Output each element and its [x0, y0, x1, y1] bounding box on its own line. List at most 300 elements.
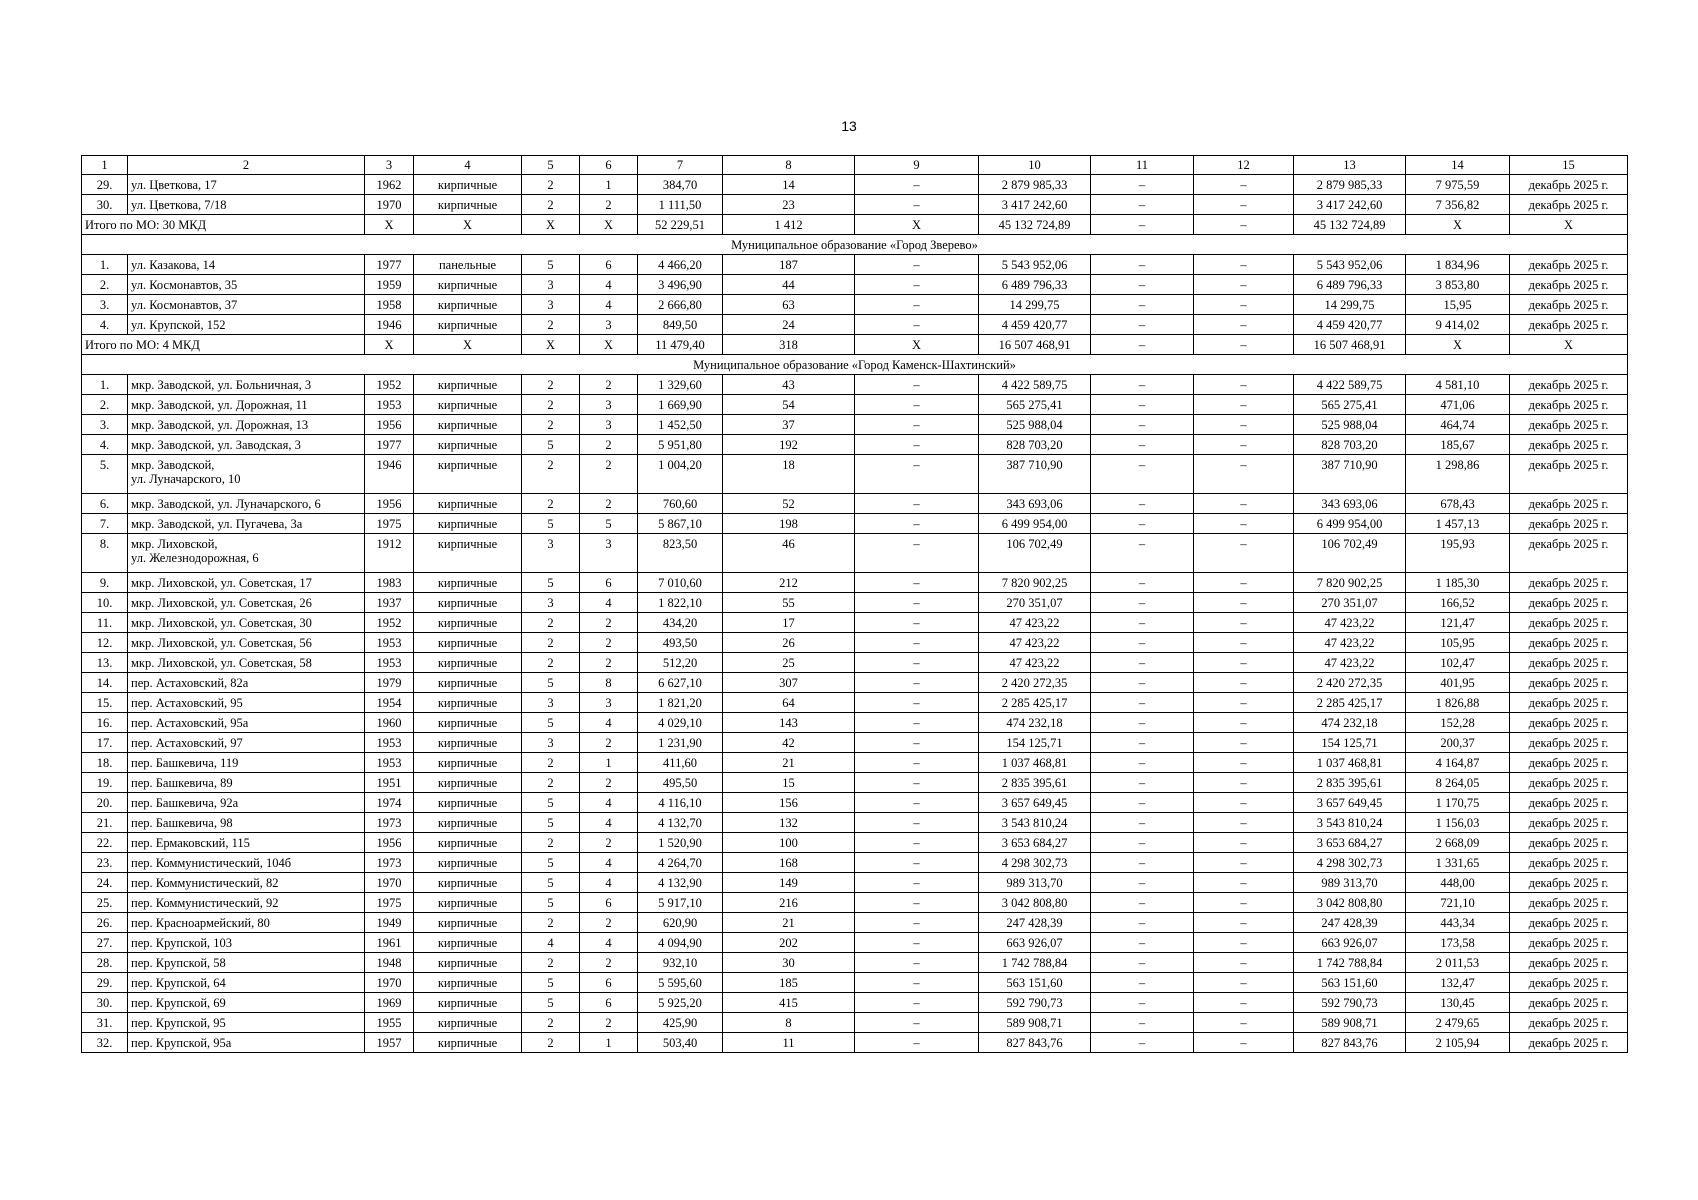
table-cell: 63 — [723, 295, 855, 315]
table-cell: – — [855, 753, 979, 773]
table-cell: 3 — [580, 315, 638, 335]
table-row — [82, 833, 1628, 853]
table-cell: – — [855, 275, 979, 295]
table-cell: 1 — [580, 175, 638, 195]
table-cell: 5 — [522, 255, 580, 275]
table-cell: 2 — [580, 435, 638, 455]
table-cell: 1 — [580, 1033, 638, 1053]
table-cell: кирпичные — [414, 733, 522, 753]
table-cell: – — [855, 494, 979, 514]
table-cell: 1949 — [365, 913, 414, 933]
table-cell: 1958 — [365, 295, 414, 315]
table-cell: 270 351,07 — [979, 593, 1091, 613]
table-cell: – — [1091, 573, 1194, 593]
table-cell: 1 185,30 — [1406, 573, 1510, 593]
table-cell: 2 — [580, 1013, 638, 1033]
table-cell: 16. — [82, 713, 128, 733]
table-cell: 4. — [82, 315, 128, 335]
table-cell: 5 867,10 — [638, 514, 723, 534]
table-row — [82, 673, 1628, 693]
table-cell: 1912 — [365, 534, 414, 573]
table-cell: 247 428,39 — [979, 913, 1091, 933]
table-cell: 1 111,50 — [638, 195, 723, 215]
table-cell: – — [1091, 673, 1194, 693]
table-cell: 45 132 724,89 — [1294, 215, 1406, 235]
table-cell: – — [855, 573, 979, 593]
table-cell: кирпичные — [414, 693, 522, 713]
table-cell: 471,06 — [1406, 395, 1510, 415]
table-cell: – — [1091, 455, 1194, 494]
table-cell: – — [1091, 514, 1194, 534]
column-header: 15 — [1510, 156, 1628, 175]
table-cell: 3 042 808,80 — [979, 893, 1091, 913]
column-header: 2 — [128, 156, 365, 175]
table-cell: 2 — [580, 455, 638, 494]
table-cell: 721,10 — [1406, 893, 1510, 913]
table-cell: – — [1194, 673, 1294, 693]
table-cell: 3 657 649,45 — [979, 793, 1091, 813]
table-cell: 6 — [580, 255, 638, 275]
table-cell: X — [1406, 335, 1510, 355]
table-cell: декабрь 2025 г. — [1510, 673, 1628, 693]
table-cell: 5 — [522, 893, 580, 913]
table-cell: 3 — [522, 693, 580, 713]
table-cell: декабрь 2025 г. — [1510, 773, 1628, 793]
table-row — [82, 993, 1628, 1013]
table-cell: 1953 — [365, 733, 414, 753]
table-cell: – — [855, 613, 979, 633]
table-cell: – — [1194, 1033, 1294, 1053]
table-cell: декабрь 2025 г. — [1510, 693, 1628, 713]
table-cell: 4 — [580, 813, 638, 833]
table-cell: 828 703,20 — [979, 435, 1091, 455]
table-cell: декабрь 2025 г. — [1510, 315, 1628, 335]
table-row — [82, 1013, 1628, 1033]
table-cell: – — [1194, 375, 1294, 395]
table-cell: 3. — [82, 295, 128, 315]
table-cell: 26 — [723, 633, 855, 653]
table-cell: – — [1091, 494, 1194, 514]
table-cell: – — [1194, 973, 1294, 993]
table-cell: 100 — [723, 833, 855, 853]
table-cell: декабрь 2025 г. — [1510, 853, 1628, 873]
table-cell: – — [1194, 435, 1294, 455]
column-header: 5 — [522, 156, 580, 175]
table-cell: мкр. Лиховской, ул. Советская, 17 — [128, 573, 365, 593]
table-cell: 6 — [580, 893, 638, 913]
table-row — [82, 693, 1628, 713]
table-cell: – — [1091, 993, 1194, 1013]
table-cell: – — [1091, 693, 1194, 713]
table-cell: 1 329,60 — [638, 375, 723, 395]
table-cell: 4 029,10 — [638, 713, 723, 733]
table-cell: пер. Астаховский, 95а — [128, 713, 365, 733]
table-cell: – — [1194, 953, 1294, 973]
table-cell: 4 094,90 — [638, 933, 723, 953]
table-cell: ул. Казакова, 14 — [128, 255, 365, 275]
table-cell: 22. — [82, 833, 128, 853]
table-cell: – — [1194, 455, 1294, 494]
table-cell: пер. Ермаковский, 115 — [128, 833, 365, 853]
table-cell: 5. — [82, 455, 128, 494]
table-cell: – — [1194, 833, 1294, 853]
table-cell: 30. — [82, 195, 128, 215]
table-cell: 8 — [580, 673, 638, 693]
table-cell: 464,74 — [1406, 415, 1510, 435]
table-cell: – — [855, 375, 979, 395]
table-cell: 3 — [522, 593, 580, 613]
table-cell: 1974 — [365, 793, 414, 813]
table-cell: – — [1091, 375, 1194, 395]
table-cell: 2 — [522, 175, 580, 195]
table-cell: 5 — [522, 813, 580, 833]
table-row — [82, 973, 1628, 993]
table-cell: – — [1091, 873, 1194, 893]
table-cell: 2 — [580, 773, 638, 793]
table-cell: 28. — [82, 953, 128, 973]
table-cell: 3 — [522, 295, 580, 315]
table-cell: 5 — [522, 973, 580, 993]
table-cell: мкр. Заводской, ул. Луначарского, 6 — [128, 494, 365, 514]
table-cell: – — [1091, 593, 1194, 613]
table-cell: декабрь 2025 г. — [1510, 435, 1628, 455]
table-cell: 1 170,75 — [1406, 793, 1510, 813]
table-cell: 21. — [82, 813, 128, 833]
table-cell: 1977 — [365, 435, 414, 455]
table-cell: 1 156,03 — [1406, 813, 1510, 833]
total-row — [82, 215, 1628, 235]
table-cell: – — [855, 973, 979, 993]
table-cell: – — [1194, 255, 1294, 275]
table-cell: 6 — [580, 993, 638, 1013]
table-cell: мкр. Заводской, ул. Больничная, 3 — [128, 375, 365, 395]
table-cell: пер. Башкевича, 98 — [128, 813, 365, 833]
table-row — [82, 435, 1628, 455]
table-cell: – — [1194, 315, 1294, 335]
table-cell: 4 264,70 — [638, 853, 723, 873]
table-cell: 443,34 — [1406, 913, 1510, 933]
table-cell: 1975 — [365, 893, 414, 913]
table-row — [82, 793, 1628, 813]
table-row — [82, 893, 1628, 913]
page-number: 13 — [841, 118, 857, 134]
table-cell: кирпичные — [414, 793, 522, 813]
table-cell: кирпичные — [414, 713, 522, 733]
table-row — [82, 733, 1628, 753]
table-cell: 3 — [522, 534, 580, 573]
column-header: 7 — [638, 156, 723, 175]
table-cell: кирпичные — [414, 633, 522, 653]
table-cell: – — [1091, 395, 1194, 415]
table-cell: 4 164,87 — [1406, 753, 1510, 773]
table-row — [82, 813, 1628, 833]
table-cell: 185,67 — [1406, 435, 1510, 455]
table-cell: – — [855, 913, 979, 933]
table-cell: 2 — [580, 494, 638, 514]
table-cell: декабрь 2025 г. — [1510, 913, 1628, 933]
table-row — [82, 933, 1628, 953]
table-cell: пер. Коммунистический, 92 — [128, 893, 365, 913]
table-cell: – — [855, 455, 979, 494]
table-cell: 30 — [723, 953, 855, 973]
table-cell: 563 151,60 — [1294, 973, 1406, 993]
table-cell: 154 125,71 — [1294, 733, 1406, 753]
table-row — [82, 573, 1628, 593]
table-cell: 14. — [82, 673, 128, 693]
table-cell: 1 037 468,81 — [979, 753, 1091, 773]
table-cell: 387 710,90 — [1294, 455, 1406, 494]
table-cell: 26. — [82, 913, 128, 933]
table-cell: кирпичные — [414, 534, 522, 573]
table-cell: 47 423,22 — [1294, 653, 1406, 673]
table-cell: кирпичные — [414, 593, 522, 613]
column-header: 4 — [414, 156, 522, 175]
table-cell: 932,10 — [638, 953, 723, 973]
table-cell: 5 951,80 — [638, 435, 723, 455]
table-cell: 760,60 — [638, 494, 723, 514]
table-cell: пер. Красноармейский, 80 — [128, 913, 365, 933]
table-cell: 1953 — [365, 753, 414, 773]
table-cell: 9. — [82, 573, 128, 593]
table-cell: кирпичные — [414, 573, 522, 593]
table-cell: кирпичные — [414, 933, 522, 953]
table-cell: 4 — [522, 933, 580, 953]
table-row — [82, 593, 1628, 613]
table-cell: 1962 — [365, 175, 414, 195]
table-cell: 827 843,76 — [979, 1033, 1091, 1053]
table-cell: X — [522, 215, 580, 235]
table-cell: 1 821,20 — [638, 693, 723, 713]
table-cell: – — [855, 633, 979, 653]
table-cell: мкр. Лиховской, ул. Железнодорожная, 6 — [128, 534, 365, 573]
table-cell: 4. — [82, 435, 128, 455]
table-cell: 1 298,86 — [1406, 455, 1510, 494]
table-cell: 1. — [82, 375, 128, 395]
table-cell: 1953 — [365, 395, 414, 415]
table-cell: 989 313,70 — [979, 873, 1091, 893]
table-cell: мкр. Лиховской, ул. Советская, 26 — [128, 593, 365, 613]
table-cell: 31. — [82, 1013, 128, 1033]
table-cell: 1 826,88 — [1406, 693, 1510, 713]
table-cell: 3 657 649,45 — [1294, 793, 1406, 813]
table-cell: X — [1406, 215, 1510, 235]
table-cell: мкр. Заводской, ул. Луначарского, 10 — [128, 455, 365, 494]
table-cell: – — [1091, 653, 1194, 673]
table-cell: кирпичные — [414, 753, 522, 773]
table-cell: 1 742 788,84 — [979, 953, 1091, 973]
table-cell: – — [855, 395, 979, 415]
table-row — [82, 255, 1628, 275]
table-cell: 132 — [723, 813, 855, 833]
table-cell: 4 — [580, 593, 638, 613]
table-cell: – — [855, 435, 979, 455]
table-cell: 11 479,40 — [638, 335, 723, 355]
table-cell: пер. Башкевича, 89 — [128, 773, 365, 793]
table-cell: 3 653 684,27 — [979, 833, 1091, 853]
table-cell: 1946 — [365, 455, 414, 494]
table-row — [82, 295, 1628, 315]
table-cell: кирпичные — [414, 773, 522, 793]
table-cell: 15. — [82, 693, 128, 713]
table-cell: кирпичные — [414, 375, 522, 395]
table-cell: 989 313,70 — [1294, 873, 1406, 893]
table-cell: 5 — [522, 435, 580, 455]
table-cell: 525 988,04 — [1294, 415, 1406, 435]
table-cell: 663 926,07 — [1294, 933, 1406, 953]
table-cell: 3 — [580, 534, 638, 573]
table-cell: 1956 — [365, 494, 414, 514]
table-cell: – — [1091, 613, 1194, 633]
table-cell: 2 — [522, 913, 580, 933]
table-cell: 21 — [723, 913, 855, 933]
table-cell: пер. Астаховский, 97 — [128, 733, 365, 753]
table-cell: 4 — [580, 295, 638, 315]
table-cell: 198 — [723, 514, 855, 534]
table-cell: 565 275,41 — [1294, 395, 1406, 415]
table-cell: 3 653 684,27 — [1294, 833, 1406, 853]
table-cell: 3 417 242,60 — [1294, 195, 1406, 215]
table-cell: 1 457,13 — [1406, 514, 1510, 534]
table-cell: 20. — [82, 793, 128, 813]
table-row — [82, 415, 1628, 435]
table-cell: 6 499 954,00 — [979, 514, 1091, 534]
table-cell: 387 710,90 — [979, 455, 1091, 494]
table-cell: декабрь 2025 г. — [1510, 573, 1628, 593]
table-row — [82, 853, 1628, 873]
table-cell: X — [414, 215, 522, 235]
table-cell: 185 — [723, 973, 855, 993]
table-cell: 2 011,53 — [1406, 953, 1510, 973]
table-cell: 247 428,39 — [1294, 913, 1406, 933]
table-cell: 16 507 468,91 — [979, 335, 1091, 355]
table-cell: 2 668,09 — [1406, 833, 1510, 853]
table-row — [82, 613, 1628, 633]
table-cell: 2 — [580, 653, 638, 673]
table-cell: 6. — [82, 494, 128, 514]
table-cell: – — [855, 415, 979, 435]
table-cell: – — [855, 953, 979, 973]
table-cell: – — [1091, 435, 1194, 455]
table-cell: 503,40 — [638, 1033, 723, 1053]
table-cell: 495,50 — [638, 773, 723, 793]
table-cell: 5 543 952,06 — [1294, 255, 1406, 275]
table-cell: 2 — [522, 1033, 580, 1053]
table-cell: – — [1194, 813, 1294, 833]
table-cell: 592 790,73 — [979, 993, 1091, 1013]
table-cell: 828 703,20 — [1294, 435, 1406, 455]
table-cell: 512,20 — [638, 653, 723, 673]
table-cell: X — [580, 335, 638, 355]
table-cell: X — [365, 335, 414, 355]
table-cell: 42 — [723, 733, 855, 753]
table-cell: 18 — [723, 455, 855, 494]
table-cell: 1973 — [365, 853, 414, 873]
table-cell: – — [855, 1033, 979, 1053]
table-cell: 4 459 420,77 — [979, 315, 1091, 335]
table-cell: 2 285 425,17 — [979, 693, 1091, 713]
table-cell: мкр. Лиховской, ул. Советская, 58 — [128, 653, 365, 673]
table-cell: 3 496,90 — [638, 275, 723, 295]
table-cell: декабрь 2025 г. — [1510, 613, 1628, 633]
table-cell: 4 422 589,75 — [979, 375, 1091, 395]
table-cell: 2 — [522, 833, 580, 853]
table-cell: 154 125,71 — [979, 733, 1091, 753]
table-cell: – — [1194, 573, 1294, 593]
table-cell: – — [1194, 275, 1294, 295]
table-cell: 3 — [522, 733, 580, 753]
table-cell: 173,58 — [1406, 933, 1510, 953]
table-cell: 1953 — [365, 653, 414, 673]
column-header: 10 — [979, 156, 1091, 175]
table-cell: 1 834,96 — [1406, 255, 1510, 275]
table-cell: 1956 — [365, 833, 414, 853]
table-cell: 1951 — [365, 773, 414, 793]
table-row — [82, 315, 1628, 335]
table-cell: 17 — [723, 613, 855, 633]
table-cell: 2 — [522, 455, 580, 494]
table-cell: – — [855, 1013, 979, 1033]
table-cell: – — [1194, 335, 1294, 355]
table-cell: 318 — [723, 335, 855, 355]
table-cell: пер. Крупской, 103 — [128, 933, 365, 953]
table-cell: 411,60 — [638, 753, 723, 773]
table-cell: кирпичные — [414, 315, 522, 335]
table-cell: 19. — [82, 773, 128, 793]
table-cell: 4 — [580, 933, 638, 953]
table-cell: X — [855, 215, 979, 235]
table-cell: – — [1194, 773, 1294, 793]
table-cell: 200,37 — [1406, 733, 1510, 753]
table-cell: 1953 — [365, 633, 414, 653]
table-cell: 1975 — [365, 514, 414, 534]
total-label: Итого по МО: 4 МКД — [82, 335, 365, 355]
table-cell: – — [1091, 953, 1194, 973]
table-cell: – — [1194, 693, 1294, 713]
table-cell: – — [855, 993, 979, 1013]
table-cell: 1 231,90 — [638, 733, 723, 753]
table-cell: 24 — [723, 315, 855, 335]
table-cell: 4 581,10 — [1406, 375, 1510, 395]
table-cell: 2 — [522, 753, 580, 773]
table-cell: кирпичные — [414, 195, 522, 215]
table-row — [82, 773, 1628, 793]
table-cell: 589 908,71 — [979, 1013, 1091, 1033]
table-cell: 52 229,51 — [638, 215, 723, 235]
table-cell: – — [1091, 335, 1194, 355]
table-cell: 47 423,22 — [979, 613, 1091, 633]
table-row — [82, 395, 1628, 415]
table-cell: – — [1194, 415, 1294, 435]
table-cell: декабрь 2025 г. — [1510, 375, 1628, 395]
table-cell: декабрь 2025 г. — [1510, 1013, 1628, 1033]
table-cell: декабрь 2025 г. — [1510, 195, 1628, 215]
table-cell: пер. Коммунистический, 104б — [128, 853, 365, 873]
table-cell: кирпичные — [414, 853, 522, 873]
table-cell: X — [1510, 335, 1628, 355]
table-cell: – — [1194, 195, 1294, 215]
table-cell: кирпичные — [414, 275, 522, 295]
table-cell: 2 835 395,61 — [1294, 773, 1406, 793]
table-cell: 195,93 — [1406, 534, 1510, 573]
table-cell: 32. — [82, 1033, 128, 1053]
table-cell: – — [1091, 833, 1194, 853]
table-cell: декабрь 2025 г. — [1510, 514, 1628, 534]
table-cell: – — [1194, 993, 1294, 1013]
table-cell: – — [1091, 255, 1194, 275]
table-cell: – — [1194, 753, 1294, 773]
table-cell: – — [1091, 893, 1194, 913]
table-row — [82, 713, 1628, 733]
